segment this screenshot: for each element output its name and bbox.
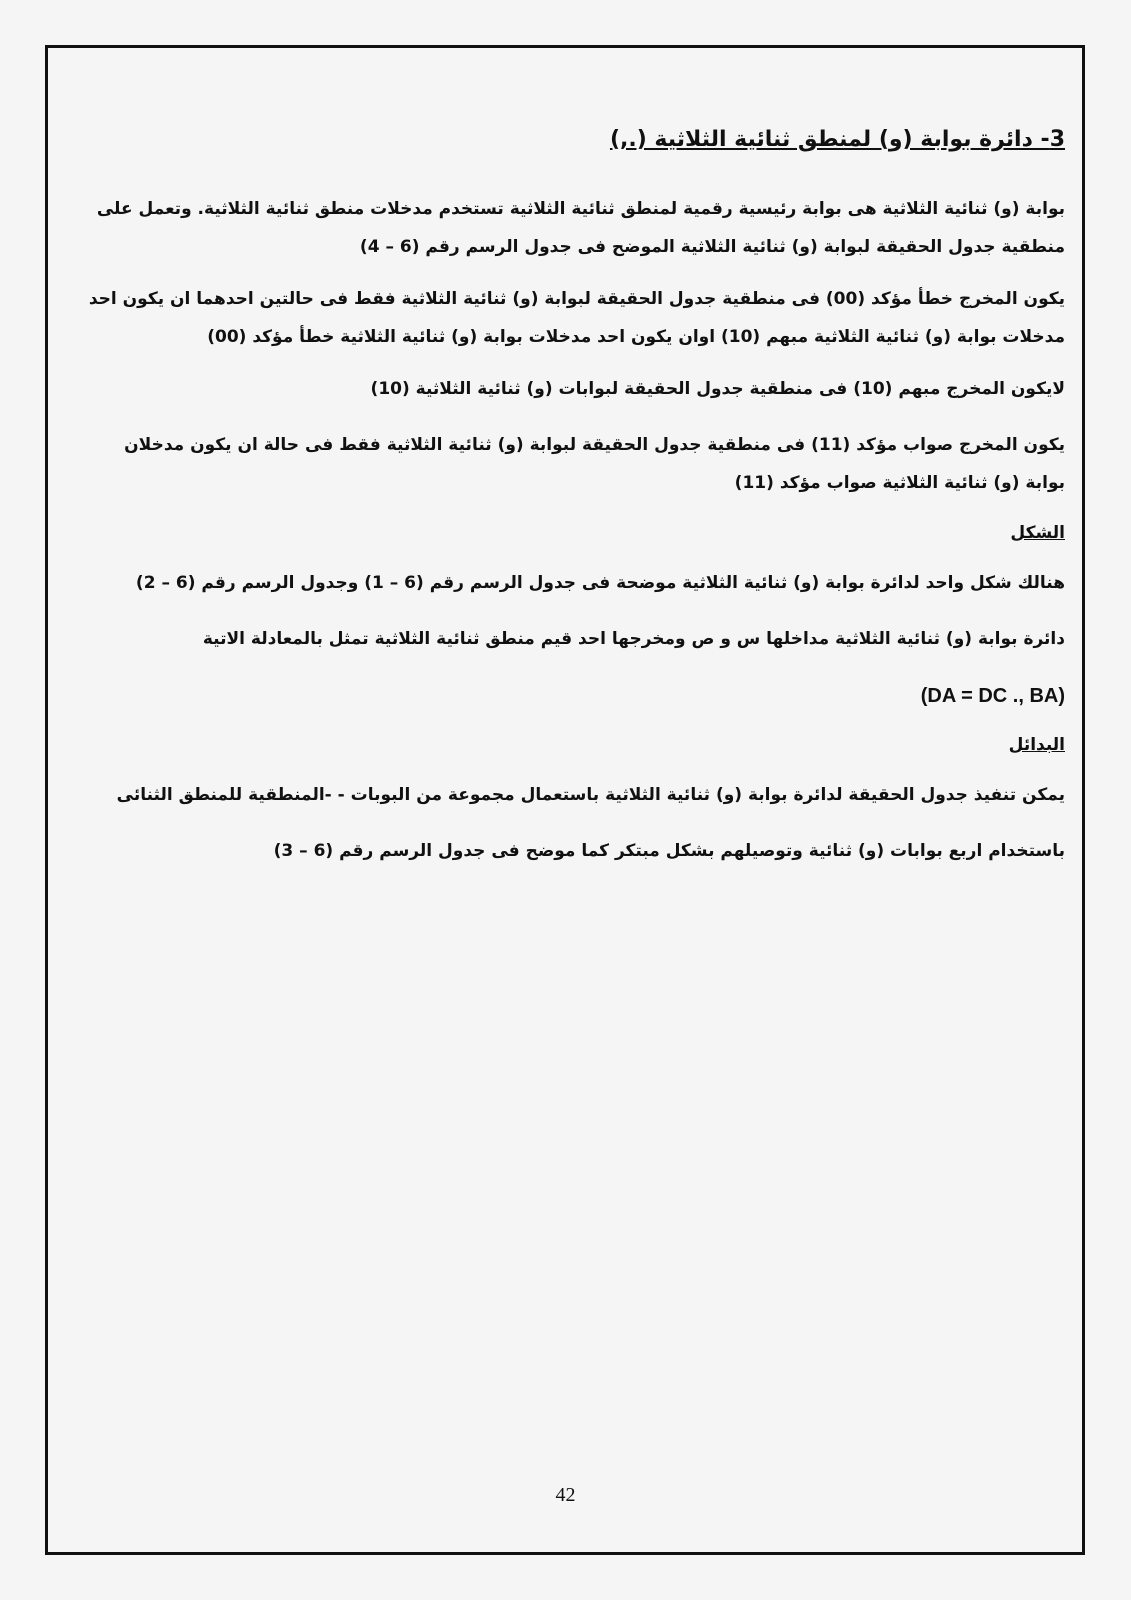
page-content bbox=[80, 120, 1065, 888]
intro-paragraph: بوابة (و) ثنائية الثلاثية هى بوابة رئيسية رقمية لمنطق ثنائية الثلاثية تستخدم مدخلات منطق ثنائية الثلاثية. وتعمل على منطقية جدول الحقيقة لبوابة (و) ثنائية الثلاثية الموضح فى جدول الرسم رقم (6 – 4) bbox=[96, 199, 1065, 257]
shape-paragraph-2: دائرة بوابة (و) ثنائية الثلاثية مداخلها س و ص ومخرجها احد قيم منطق ثنائية الثلاثية تمثل بالمعادلة الاتية bbox=[202, 629, 1065, 649]
true-output-paragraph: يكون المخرج صواب مؤكد (11) فى منطقية جدول الحقيقة لبوابة (و) ثنائية الثلاثية فقط فى حالة ان يكون مدخلان بوابة (و) ثنائية الثلاثية صواب مؤكد (11) bbox=[124, 435, 1065, 493]
alternatives-heading: البدائل bbox=[1008, 735, 1065, 755]
shape-paragraph-1: هنالك شكل واحد لدائرة بوابة (و) ثنائية الثلاثية موضحة فى جدول الرسم رقم (6 – 1) وجدول الرسم رقم (6 – 2) bbox=[135, 573, 1065, 593]
alternatives-paragraph-2: باستخدام اربع بوابات (و) ثنائية وتوصيلهم بشكل مبتكر كما موضح فى جدول الرسم رقم (6 – 3) bbox=[273, 841, 1065, 861]
section-heading: 3- دائرة بوابة (و) لمنطق ثنائية الثلاثية (.,) bbox=[609, 127, 1065, 152]
alternatives-paragraph-1: يمكن تنفيذ جدول الحقيقة لدائرة بوابة (و) ثنائية الثلاثية باستعمال مجموعة من البوبات - -المنطقية للمنطق الثنائى bbox=[116, 785, 1065, 805]
ambiguous-output-paragraph: لايكون المخرج مبهم (10) فى منطقية جدول الحقيقة لبوابات (و) ثنائية الثلاثية (10) bbox=[370, 379, 1065, 399]
shape-heading: الشكل bbox=[1010, 523, 1065, 543]
false-output-paragraph: يكون المخرج خطأ مؤكد (00) فى منطقية جدول الحقيقة لبوابة (و) ثنائية الثلاثية فقط فى حالتين احدهما ان يكون احد مدخلات بوابة (و) ثنائية الثلاثية مبهم (10) اوان يكون احد مدخلات بوابة (و) ثنائية الثلاثية خطأ مؤكد (00) bbox=[88, 289, 1065, 347]
page-number: 42 bbox=[555, 1484, 576, 1506]
gate-equation: (DA = DC ., BA) bbox=[920, 685, 1065, 707]
